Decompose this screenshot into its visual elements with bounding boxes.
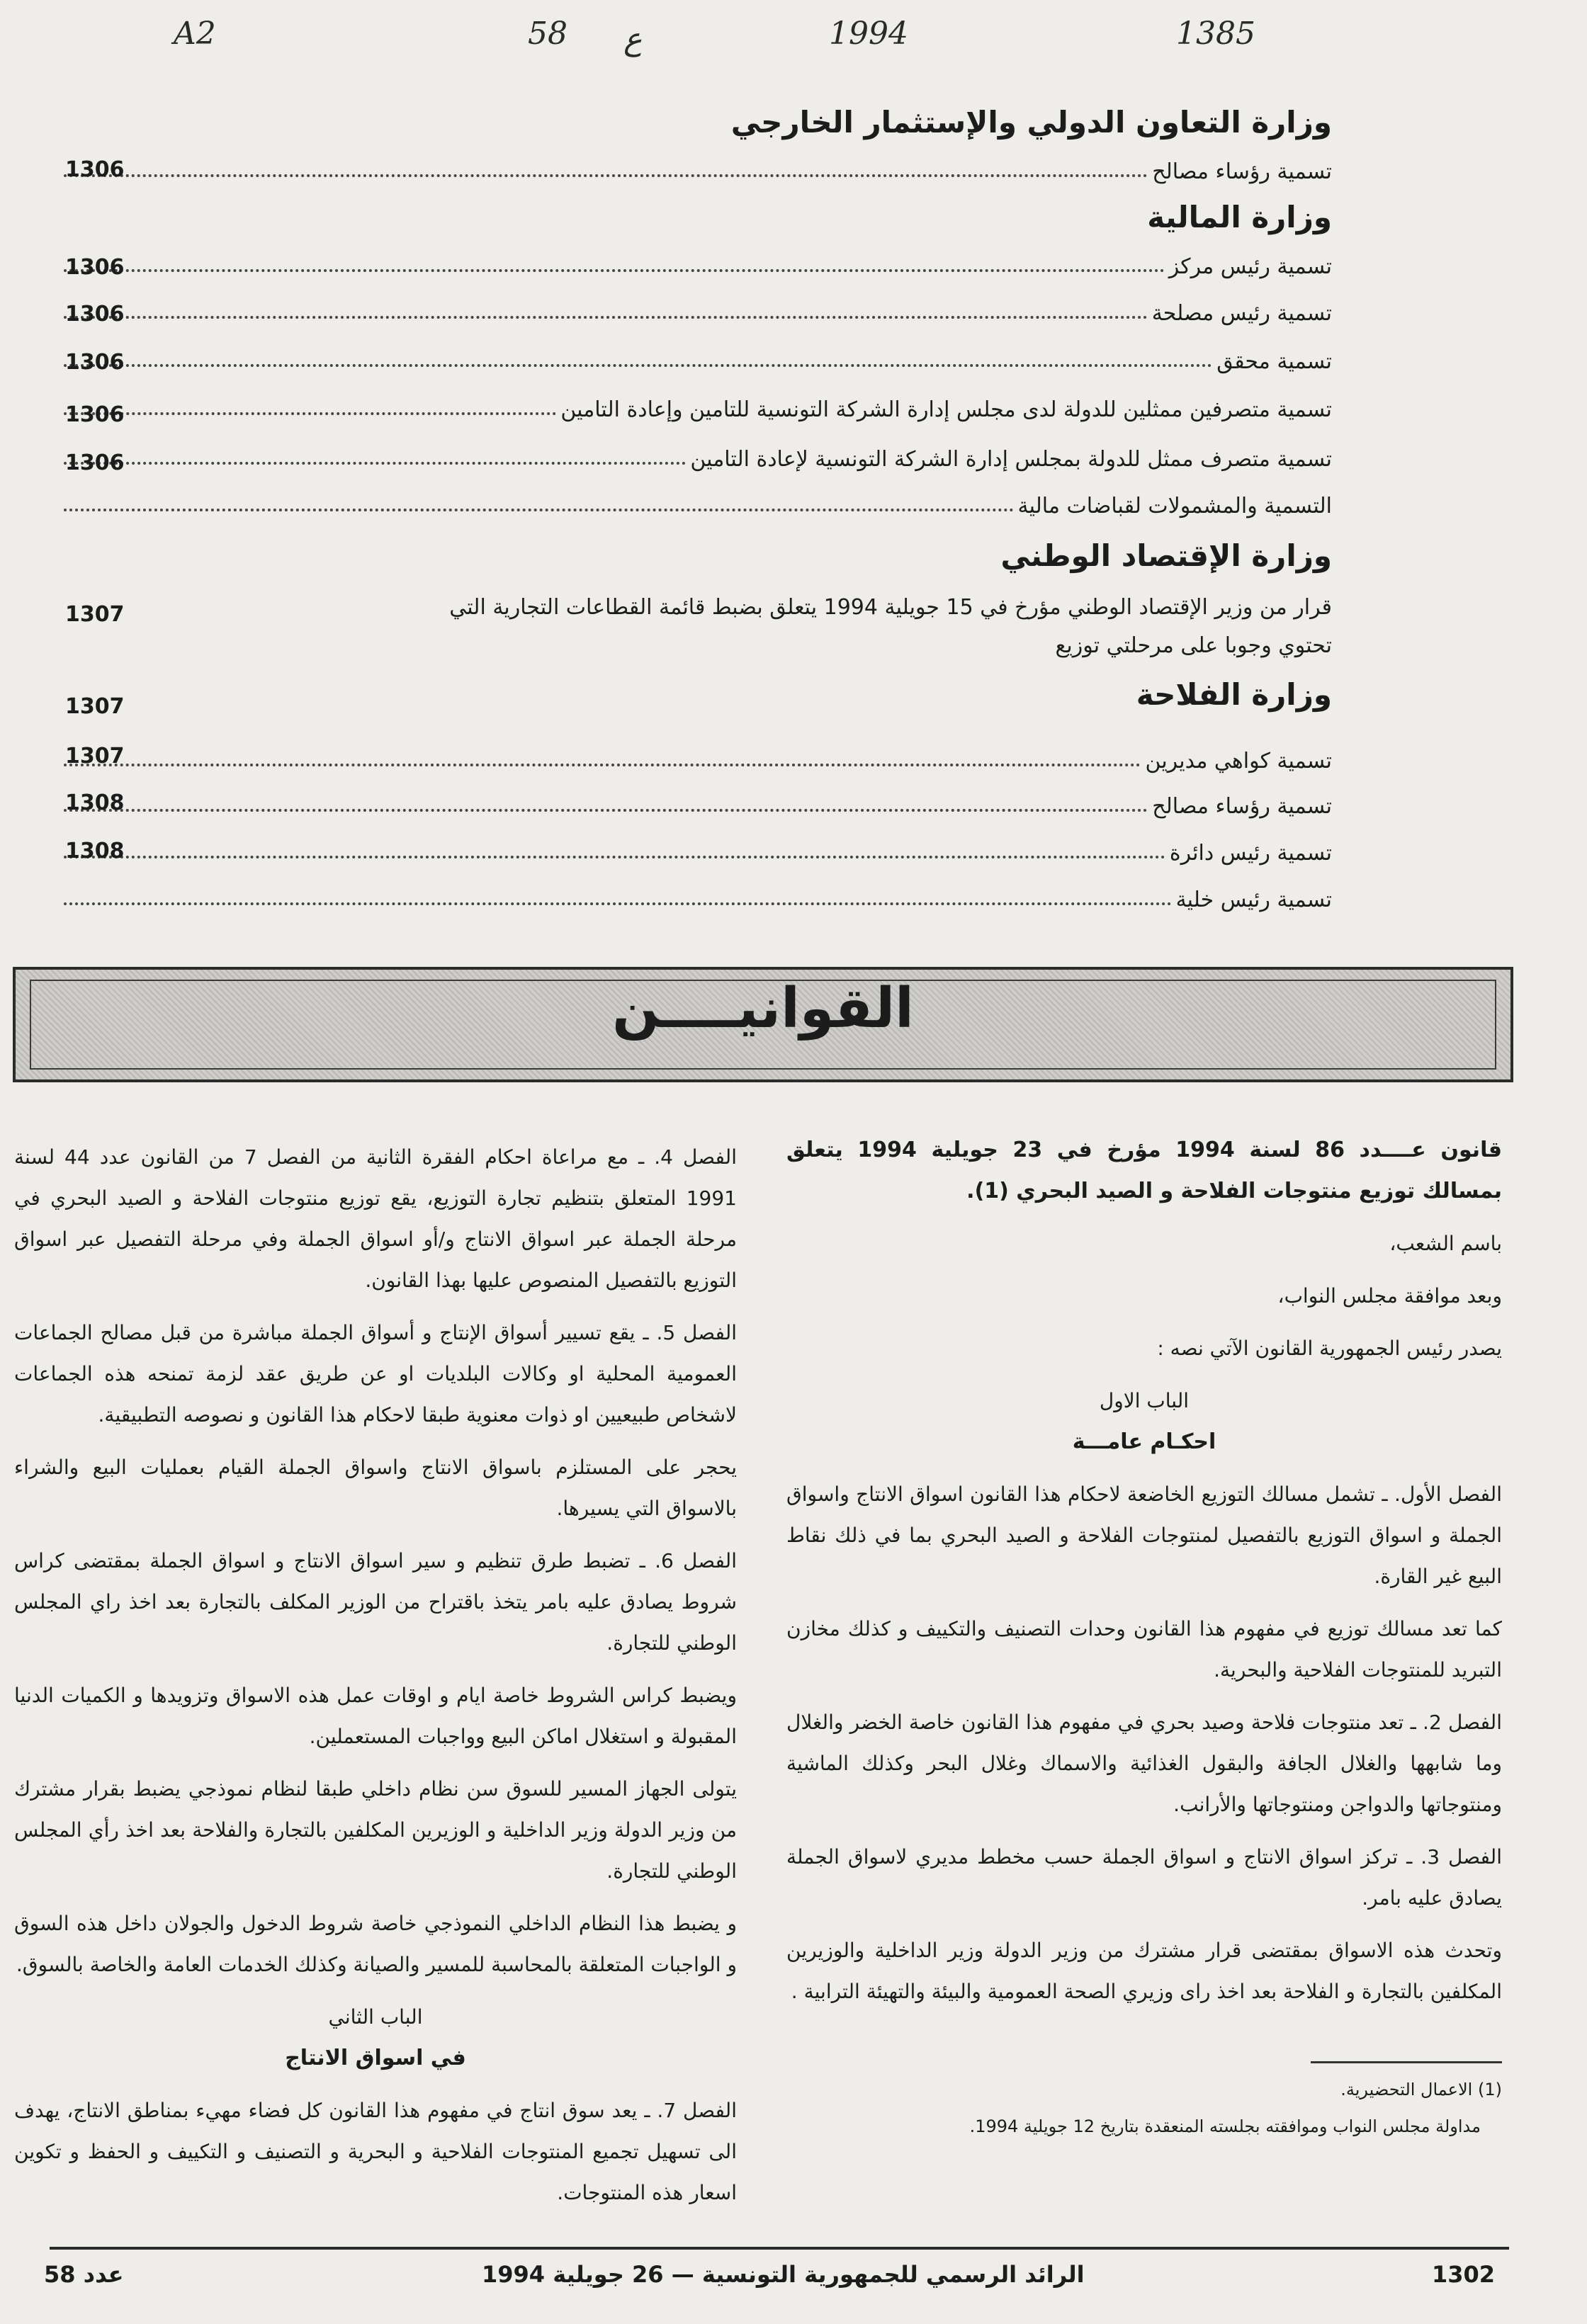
toc-ministry-agriculture: وزارة الفلاحة: [1136, 677, 1332, 712]
toc-item-title: تسمية رئيس دائرة: [1169, 841, 1332, 866]
toc-row: [64, 385, 1332, 422]
footnote-1: (1) الاعمال التحضيرية.: [1340, 2080, 1502, 2099]
toc-leader-dots: [64, 316, 1148, 319]
toc-leader-dots: [64, 412, 556, 415]
law-promulgation: يصدر رئيس الجمهورية القانون الآتي نصه :: [1157, 1337, 1502, 1360]
toc-item-title: تسمية متصرف ممثل للدولة بمجلس إدارة الشركة التونسية لإعادة التامين: [690, 447, 1332, 472]
article-6: الفصل 6. ـ تضبط طرق تنظيم و سير اسواق الانتاج و اسواق الجملة بمقتضى كراس شروط يصادق عليه بامر يتخذ باقتراح من الوزير المكلف بالتجارة بعد اخذ راي المجلس الوطني للتجارة.: [14, 1549, 737, 1655]
toc-item-title: تسمية رؤساء مصالح: [1152, 794, 1332, 819]
toc-page-number: 1306: [65, 157, 125, 182]
handwritten-ref-a2: A2: [174, 16, 216, 52]
toc-leader-dots: [64, 902, 1172, 905]
article-1-b: كما تعد مسالك توزيع في مفهوم هذا القانون وحدات التصنيف والتكييف و كذلك مخازن التبريد للمنتوجات الفلاحية والبحرية.: [786, 1617, 1502, 1682]
handwritten-ref-ain: ع: [623, 21, 643, 57]
toc-item-title: التسمية والمشمولات لقباضات مالية: [1017, 494, 1332, 518]
toc-leader-dots: [64, 174, 1148, 177]
article-6-c: يتولى الجهاز المسير للسوق سن نظام داخلي طبقا لنظام نموذجي يضبط بقرار مشترك من وزير الدولة وزير الداخلية و الوزيرين المكلفين بالتجارة والفلاحة بعد اخذ رأي المجلس الوطني للتجارة.: [14, 1777, 737, 1883]
toc-row: [64, 737, 1332, 773]
footer-rule: [50, 2247, 1509, 2250]
toc-page-number: 1306: [65, 350, 125, 375]
footer-gazette-title: الرائد الرسمي للجمهورية التونسية — 26 جويلية 1994: [482, 2261, 1085, 2288]
law-in-name: باسم الشعب،: [1389, 1232, 1502, 1255]
toc-row: [64, 829, 1332, 866]
toc-item-title: تسمية متصرفين ممثلين للدولة لدى مجلس إدارة الشركة التونسية للتامين وإعادة التامين: [560, 397, 1332, 422]
handwritten-year: 1994: [829, 16, 908, 52]
part1-label: الباب الاول: [1099, 1389, 1190, 1412]
law-right-column: [786, 1130, 1502, 2024]
toc-item-title: تسمية محقق: [1216, 349, 1332, 374]
article-3: الفصل 3. ـ تركز اسواق الانتاج و اسواق الجملة حسب مخطط مديري لاسواق الجملة يصادق عليه بامر.: [786, 1845, 1502, 1910]
toc-item-title: تسمية رؤساء مصالح: [1152, 159, 1332, 184]
toc-leader-dots: [64, 269, 1165, 272]
article-1: الفصل الأول. ـ تشمل مسالك التوزيع الخاضعة لاحكام هذا القانون اسواق الانتاج واسواق الجملة و اسواق التوزيع بالتفصيل لمنتوجات الفلاحة و الصيد البحري بما في ذلك نقاط البيع غير القارة.: [786, 1483, 1502, 1588]
toc-page-number: 1307: [65, 602, 125, 627]
article-2: الفصل 2. ـ تعد منتوجات فلاحة وصيد بحري في مفهوم هذا القانون خاصة الخضر والغلال وما شابهها والغلال الجافة والبقول الغذائية والاسماك وغلال البحر وكذلك الماشية ومنتوجاتها والدواجن ومنتوجاتها والأرانب.: [786, 1711, 1502, 1816]
part1-title: احكـام عامـــة: [1072, 1429, 1216, 1454]
toc-page-number: 1308: [65, 839, 125, 863]
toc-page-number: 1306: [65, 302, 125, 327]
law-heading: قانون عــــدد 86 لسنة 1994 مؤرخ في 23 جويلية 1994 يتعلق بمسالك توزيع منتوجات الفلاحة و الصيد البحري (1).: [786, 1138, 1502, 1203]
toc-item-title: تسمية كواهي مديرين: [1145, 749, 1332, 773]
toc-leader-dots: [64, 764, 1141, 766]
law-approval: وبعد موافقة مجلس النواب،: [1277, 1284, 1502, 1308]
law-left-column: [14, 1137, 737, 2225]
handwritten-ref-58: 58: [528, 16, 567, 52]
article-3-b: وتحدث هذه الاسواق بمقتضى قرار مشترك من وزير الدولة وزير الداخلية والوزيرين المكلفين بالتجارة و الفلاحة بعد اخذ راى وزيري الصحة العمومية والبيئة والتهيئة الترابية .: [786, 1939, 1502, 2003]
toc-leader-dots: [64, 509, 1014, 511]
toc-row: [64, 482, 1332, 518]
toc-page-number: 1307: [65, 744, 125, 769]
toc-ministry-foreign: وزارة التعاون الدولي والإستثمار الخارجي: [730, 105, 1332, 140]
toc-row: [64, 782, 1332, 819]
toc-page-number: 1308: [65, 790, 125, 815]
laws-section-banner: [13, 967, 1513, 1082]
toc-ministry-finance: وزارة المالية: [1147, 200, 1332, 234]
toc-row: [64, 435, 1332, 472]
article-5-b: يحجر على المستلزم باسواق الانتاج واسواق الجملة القيام بعمليات البيع والشراء بالاسواق التي يسيرها.: [14, 1456, 737, 1520]
toc-page-number: 1307: [65, 694, 125, 719]
part2-title: في اسواق الانتاج: [285, 2046, 466, 2070]
toc-row: [64, 147, 1332, 184]
toc-economy-decree-line1: قرار من وزير الإقتصاد الوطني مؤرخ في 15 جويلية 1994 يتعلق بضبط قائمة القطاعات التجارية التي: [449, 595, 1332, 620]
toc-leader-dots: [64, 809, 1148, 812]
toc-page-number: 1306: [65, 402, 125, 427]
footer-page-number: 1302: [1431, 2261, 1495, 2288]
toc-item-title: تسمية رئيس مركز: [1168, 254, 1332, 279]
toc-row: [64, 337, 1332, 374]
toc-row: [64, 242, 1332, 279]
article-6-b: ويضبط كراس الشروط خاصة ايام و اوقات عمل هذه الاسواق وتزويدها و الكميات الدنيا المقبولة و استغلال اماكن البيع وواجبات المستعملين.: [14, 1684, 737, 1748]
article-5: الفصل 5. ـ يقع تسيير أسواق الإنتاج و أسواق الجملة مباشرة من قبل مصالح الجماعات العمومية المحلية او وكالات البلديات او عن طريق عقد لزمة تمنحه هذه الجماعات لاشخاص طبيعيين او ذوات معنوية طبقا لاحكام هذا القانون و نصوصه التطبيقية.: [14, 1321, 737, 1427]
toc-page-number: 1306: [65, 450, 125, 475]
toc-page-number: 1306: [65, 255, 125, 280]
toc-leader-dots: [64, 364, 1212, 367]
toc-row: [64, 289, 1332, 326]
part2-label: الباب الثاني: [328, 2005, 423, 2029]
article-6-d: و يضبط هذا النظام الداخلي النموذجي خاصة شروط الدخول والجولان داخل هذه السوق و الواجبات المتعلقة بالمحاسبة للمسير والصيانة وكذلك الخدمات العامة والخاصة بالسوق.: [14, 1912, 737, 1976]
footer-issue-number: عدد 58: [44, 2261, 124, 2288]
toc-economy-decree-line2: تحتوي وجوبا على مرحلتي توزيع: [1055, 633, 1332, 658]
handwritten-code: 1385: [1176, 16, 1255, 52]
article-7: الفصل 7. ـ يعد سوق انتاج في مفهوم هذا القانون كل فضاء مهيء بمناطق الانتاج، يهدف الى تسهيل تجميع المنتوجات الفلاحية و البحرية و التصنيف و التكييف و الحفظ و تكوين اسعار هذه المنتوجات.: [14, 2099, 737, 2204]
toc-item-title: تسمية رئيس خلية: [1175, 888, 1332, 912]
toc-ministry-economy: وزارة الإقتصاد الوطني: [1000, 538, 1332, 573]
article-4: الفصل 4. ـ مع مراعاة احكام الفقرة الثانية من الفصل 7 من القانون عدد 44 لسنة 1991 المتعلق بتنظيم تجارة التوزيع، يقع توزيع منتوجات الفلاحة و الصيد البحري في مرحلة الجملة عبر اسواق الانتاج و/أو اسواق الجملة وفي مرحلة التفصيل عبر اسواق التوزيع بالتفصيل المنصوص عليها بهذا القانون.: [14, 1145, 737, 1292]
toc-row: [64, 875, 1332, 912]
toc-item-title: تسمية رئيس مصلحة: [1151, 301, 1332, 326]
banner-title: القوانيــــن: [612, 977, 914, 1041]
footnote-rule: [1311, 2061, 1502, 2063]
footnote-2: مداولة مجلس النواب وموافقته بجلسته المنعقدة بتاريخ 12 جويلية 1994.: [969, 2116, 1481, 2136]
toc-leader-dots: [64, 856, 1165, 858]
toc-leader-dots: [64, 462, 686, 465]
